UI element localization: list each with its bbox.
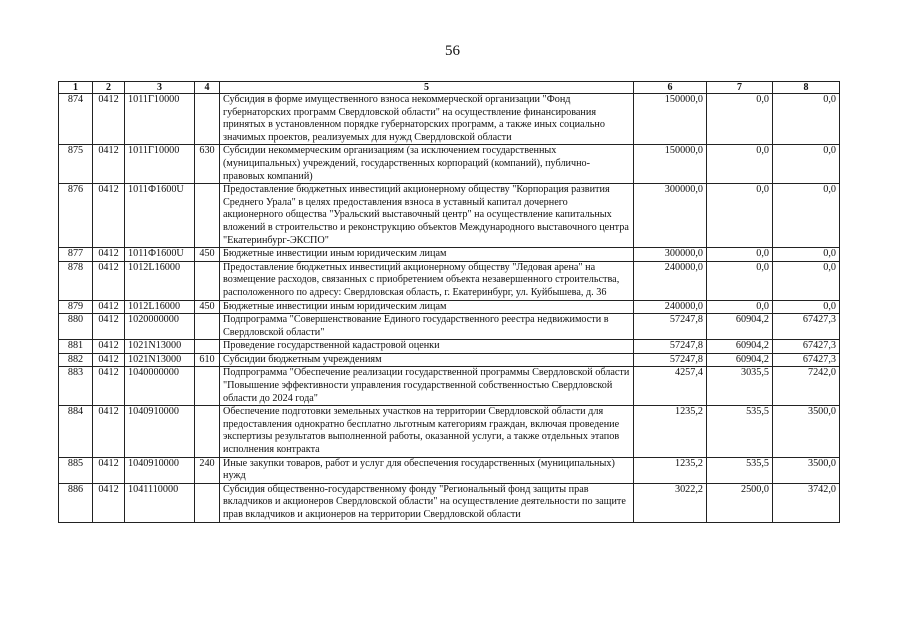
amount-col-7-cell: 0,0	[707, 145, 773, 184]
amount-col-6-cell: 57247,8	[634, 340, 707, 354]
amount-col-6-cell: 300000,0	[634, 184, 707, 248]
row-number-cell: 881	[59, 340, 93, 354]
expense-type-cell	[195, 314, 220, 340]
item-name-cell: Субсидии некоммерческим организациям (за исключением государственных (муниципальных) учреждений, государственных корпораций (компаний), публично-правовых компаний)	[220, 145, 634, 184]
item-name-cell: Бюджетные инвестиции иным юридическим лицам	[220, 248, 634, 262]
item-name-cell: Субсидия в форме имущественного взноса некоммерческой организации "Фонд губернаторских программ Свердловской области" на осуществление финансирования принятых в установленном порядке губернаторских программ, а также иных социально значимых проектов, реализуемых для нужд Свердловской области	[220, 94, 634, 145]
header-col-5: 5	[220, 82, 634, 94]
section-code-cell: 0412	[93, 314, 125, 340]
amount-col-8-cell: 7242,0	[773, 367, 840, 406]
expense-type-cell	[195, 367, 220, 406]
header-col-6: 6	[634, 82, 707, 94]
amount-col-6-cell: 300000,0	[634, 248, 707, 262]
row-number-cell: 877	[59, 248, 93, 262]
amount-col-8-cell: 67427,3	[773, 340, 840, 354]
section-code-cell: 0412	[93, 406, 125, 457]
section-code-cell: 0412	[93, 145, 125, 184]
expense-type-cell: 630	[195, 145, 220, 184]
header-col-3: 3	[125, 82, 195, 94]
amount-col-7-cell: 60904,2	[707, 353, 773, 367]
amount-col-8-cell: 3500,0	[773, 457, 840, 483]
amount-col-6-cell: 1235,2	[634, 406, 707, 457]
expense-type-cell	[195, 483, 220, 522]
section-code-cell: 0412	[93, 300, 125, 314]
amount-col-7-cell: 0,0	[707, 184, 773, 248]
target-article-cell: 1012L16000	[125, 261, 195, 300]
amount-col-7-cell: 535,5	[707, 406, 773, 457]
target-article-cell: 1040000000	[125, 367, 195, 406]
amount-col-7-cell: 60904,2	[707, 340, 773, 354]
target-article-cell: 1040910000	[125, 406, 195, 457]
item-name-cell: Подпрограмма "Совершенствование Единого государственного реестра недвижимости в Свердловской области"	[220, 314, 634, 340]
item-name-cell: Предоставление бюджетных инвестиций акционерному обществу "Ледовая арена" на возмещение расходов, связанных с приобретением объекта незавершенного строительства, расположенного по адресу: Свердловская область, г. Екатеринбург, ул. Куйбышева, д. 36	[220, 261, 634, 300]
target-article-cell: 1011Ф1600U	[125, 184, 195, 248]
header-col-1: 1	[59, 82, 93, 94]
expense-type-cell	[195, 340, 220, 354]
table-row	[59, 248, 840, 262]
row-number-cell: 874	[59, 94, 93, 145]
amount-col-7-cell: 2500,0	[707, 483, 773, 522]
expense-type-cell: 240	[195, 457, 220, 483]
amount-col-6-cell: 150000,0	[634, 94, 707, 145]
amount-col-8-cell: 67427,3	[773, 314, 840, 340]
table-row	[59, 483, 840, 522]
amount-col-8-cell: 3500,0	[773, 406, 840, 457]
row-number-cell: 886	[59, 483, 93, 522]
amount-col-6-cell: 150000,0	[634, 145, 707, 184]
item-name-cell: Субсидия общественно-государственному фонду "Региональный фонд защиты прав вкладчиков и акционеров Свердловской области" на осуществление деятельности по защите прав вкладчиков и акционеров на территории Свердловской области	[220, 483, 634, 522]
expense-type-cell	[195, 184, 220, 248]
table-row	[59, 457, 840, 483]
header-col-7: 7	[707, 82, 773, 94]
table-row	[59, 94, 840, 145]
table-row	[59, 314, 840, 340]
section-code-cell: 0412	[93, 340, 125, 354]
amount-col-8-cell: 0,0	[773, 248, 840, 262]
table-header	[59, 82, 840, 94]
header-col-8: 8	[773, 82, 840, 94]
amount-col-7-cell: 0,0	[707, 94, 773, 145]
amount-col-7-cell: 0,0	[707, 261, 773, 300]
row-number-cell: 883	[59, 367, 93, 406]
section-code-cell: 0412	[93, 457, 125, 483]
table-row	[59, 340, 840, 354]
expense-type-cell: 450	[195, 248, 220, 262]
amount-col-6-cell: 240000,0	[634, 300, 707, 314]
amount-col-8-cell: 3742,0	[773, 483, 840, 522]
item-name-cell: Бюджетные инвестиции иным юридическим лицам	[220, 300, 634, 314]
header-col-4: 4	[195, 82, 220, 94]
table-row	[59, 300, 840, 314]
target-article-cell: 1012L16000	[125, 300, 195, 314]
expense-type-cell: 450	[195, 300, 220, 314]
table-row	[59, 261, 840, 300]
section-code-cell: 0412	[93, 248, 125, 262]
table-body	[59, 94, 840, 523]
target-article-cell: 1011Ф1600U	[125, 248, 195, 262]
table-row	[59, 184, 840, 248]
amount-col-6-cell: 57247,8	[634, 314, 707, 340]
target-article-cell: 1041110000	[125, 483, 195, 522]
header-row	[59, 82, 840, 94]
row-number-cell: 876	[59, 184, 93, 248]
amount-col-7-cell: 0,0	[707, 248, 773, 262]
amount-col-8-cell: 0,0	[773, 300, 840, 314]
table-row	[59, 353, 840, 367]
amount-col-6-cell: 57247,8	[634, 353, 707, 367]
item-name-cell: Обеспечение подготовки земельных участков на территории Свердловской области для предоставления однократно бесплатно льготным категориям граждан, включая проведение экспертизы результатов выполненной работы, оказанной услуги, а также отдельных этапов исполнения контракта	[220, 406, 634, 457]
item-name-cell: Проведение государственной кадастровой оценки	[220, 340, 634, 354]
target-article-cell: 1021N13000	[125, 353, 195, 367]
table-row	[59, 406, 840, 457]
amount-col-6-cell: 4257,4	[634, 367, 707, 406]
amount-col-8-cell: 67427,3	[773, 353, 840, 367]
expense-type-cell: 610	[195, 353, 220, 367]
item-name-cell: Подпрограмма "Обеспечение реализации государственной программы Свердловской области "Повышение эффективности управления государственной собственностью Свердловской области до 2024 года"	[220, 367, 634, 406]
table-row	[59, 367, 840, 406]
target-article-cell: 1021N13000	[125, 340, 195, 354]
target-article-cell: 1011Г10000	[125, 145, 195, 184]
target-article-cell: 1011Г10000	[125, 94, 195, 145]
section-code-cell: 0412	[93, 353, 125, 367]
section-code-cell: 0412	[93, 261, 125, 300]
section-code-cell: 0412	[93, 94, 125, 145]
amount-col-7-cell: 60904,2	[707, 314, 773, 340]
table-row	[59, 145, 840, 184]
section-code-cell: 0412	[93, 184, 125, 248]
amount-col-6-cell: 3022,2	[634, 483, 707, 522]
target-article-cell: 1020000000	[125, 314, 195, 340]
amount-col-8-cell: 0,0	[773, 184, 840, 248]
item-name-cell: Иные закупки товаров, работ и услуг для обеспечения государственных (муниципальных) нужд	[220, 457, 634, 483]
amount-col-8-cell: 0,0	[773, 145, 840, 184]
row-number-cell: 885	[59, 457, 93, 483]
page-number: 56	[445, 43, 460, 59]
amount-col-6-cell: 1235,2	[634, 457, 707, 483]
amount-col-7-cell: 0,0	[707, 300, 773, 314]
amount-col-7-cell: 3035,5	[707, 367, 773, 406]
expense-type-cell	[195, 94, 220, 145]
row-number-cell: 879	[59, 300, 93, 314]
row-number-cell: 878	[59, 261, 93, 300]
amount-col-6-cell: 240000,0	[634, 261, 707, 300]
amount-col-8-cell: 0,0	[773, 94, 840, 145]
item-name-cell: Предоставление бюджетных инвестиций акционерному обществу "Корпорация развития Среднего Урала" в целях предоставления взноса в уставный капитал дочернего акционерного общества "Уральский выставочный центр" на осуществление капитальных вложений в строительство и реконструкцию объектов Международного выставочного центра "Екатеринбург-ЭКСПО"	[220, 184, 634, 248]
target-article-cell: 1040910000	[125, 457, 195, 483]
row-number-cell: 884	[59, 406, 93, 457]
budget-table	[58, 81, 840, 523]
section-code-cell: 0412	[93, 483, 125, 522]
row-number-cell: 875	[59, 145, 93, 184]
header-col-2: 2	[93, 82, 125, 94]
amount-col-8-cell: 0,0	[773, 261, 840, 300]
expense-type-cell	[195, 261, 220, 300]
expense-type-cell	[195, 406, 220, 457]
section-code-cell: 0412	[93, 367, 125, 406]
amount-col-7-cell: 535,5	[707, 457, 773, 483]
row-number-cell: 882	[59, 353, 93, 367]
item-name-cell: Субсидии бюджетным учреждениям	[220, 353, 634, 367]
row-number-cell: 880	[59, 314, 93, 340]
